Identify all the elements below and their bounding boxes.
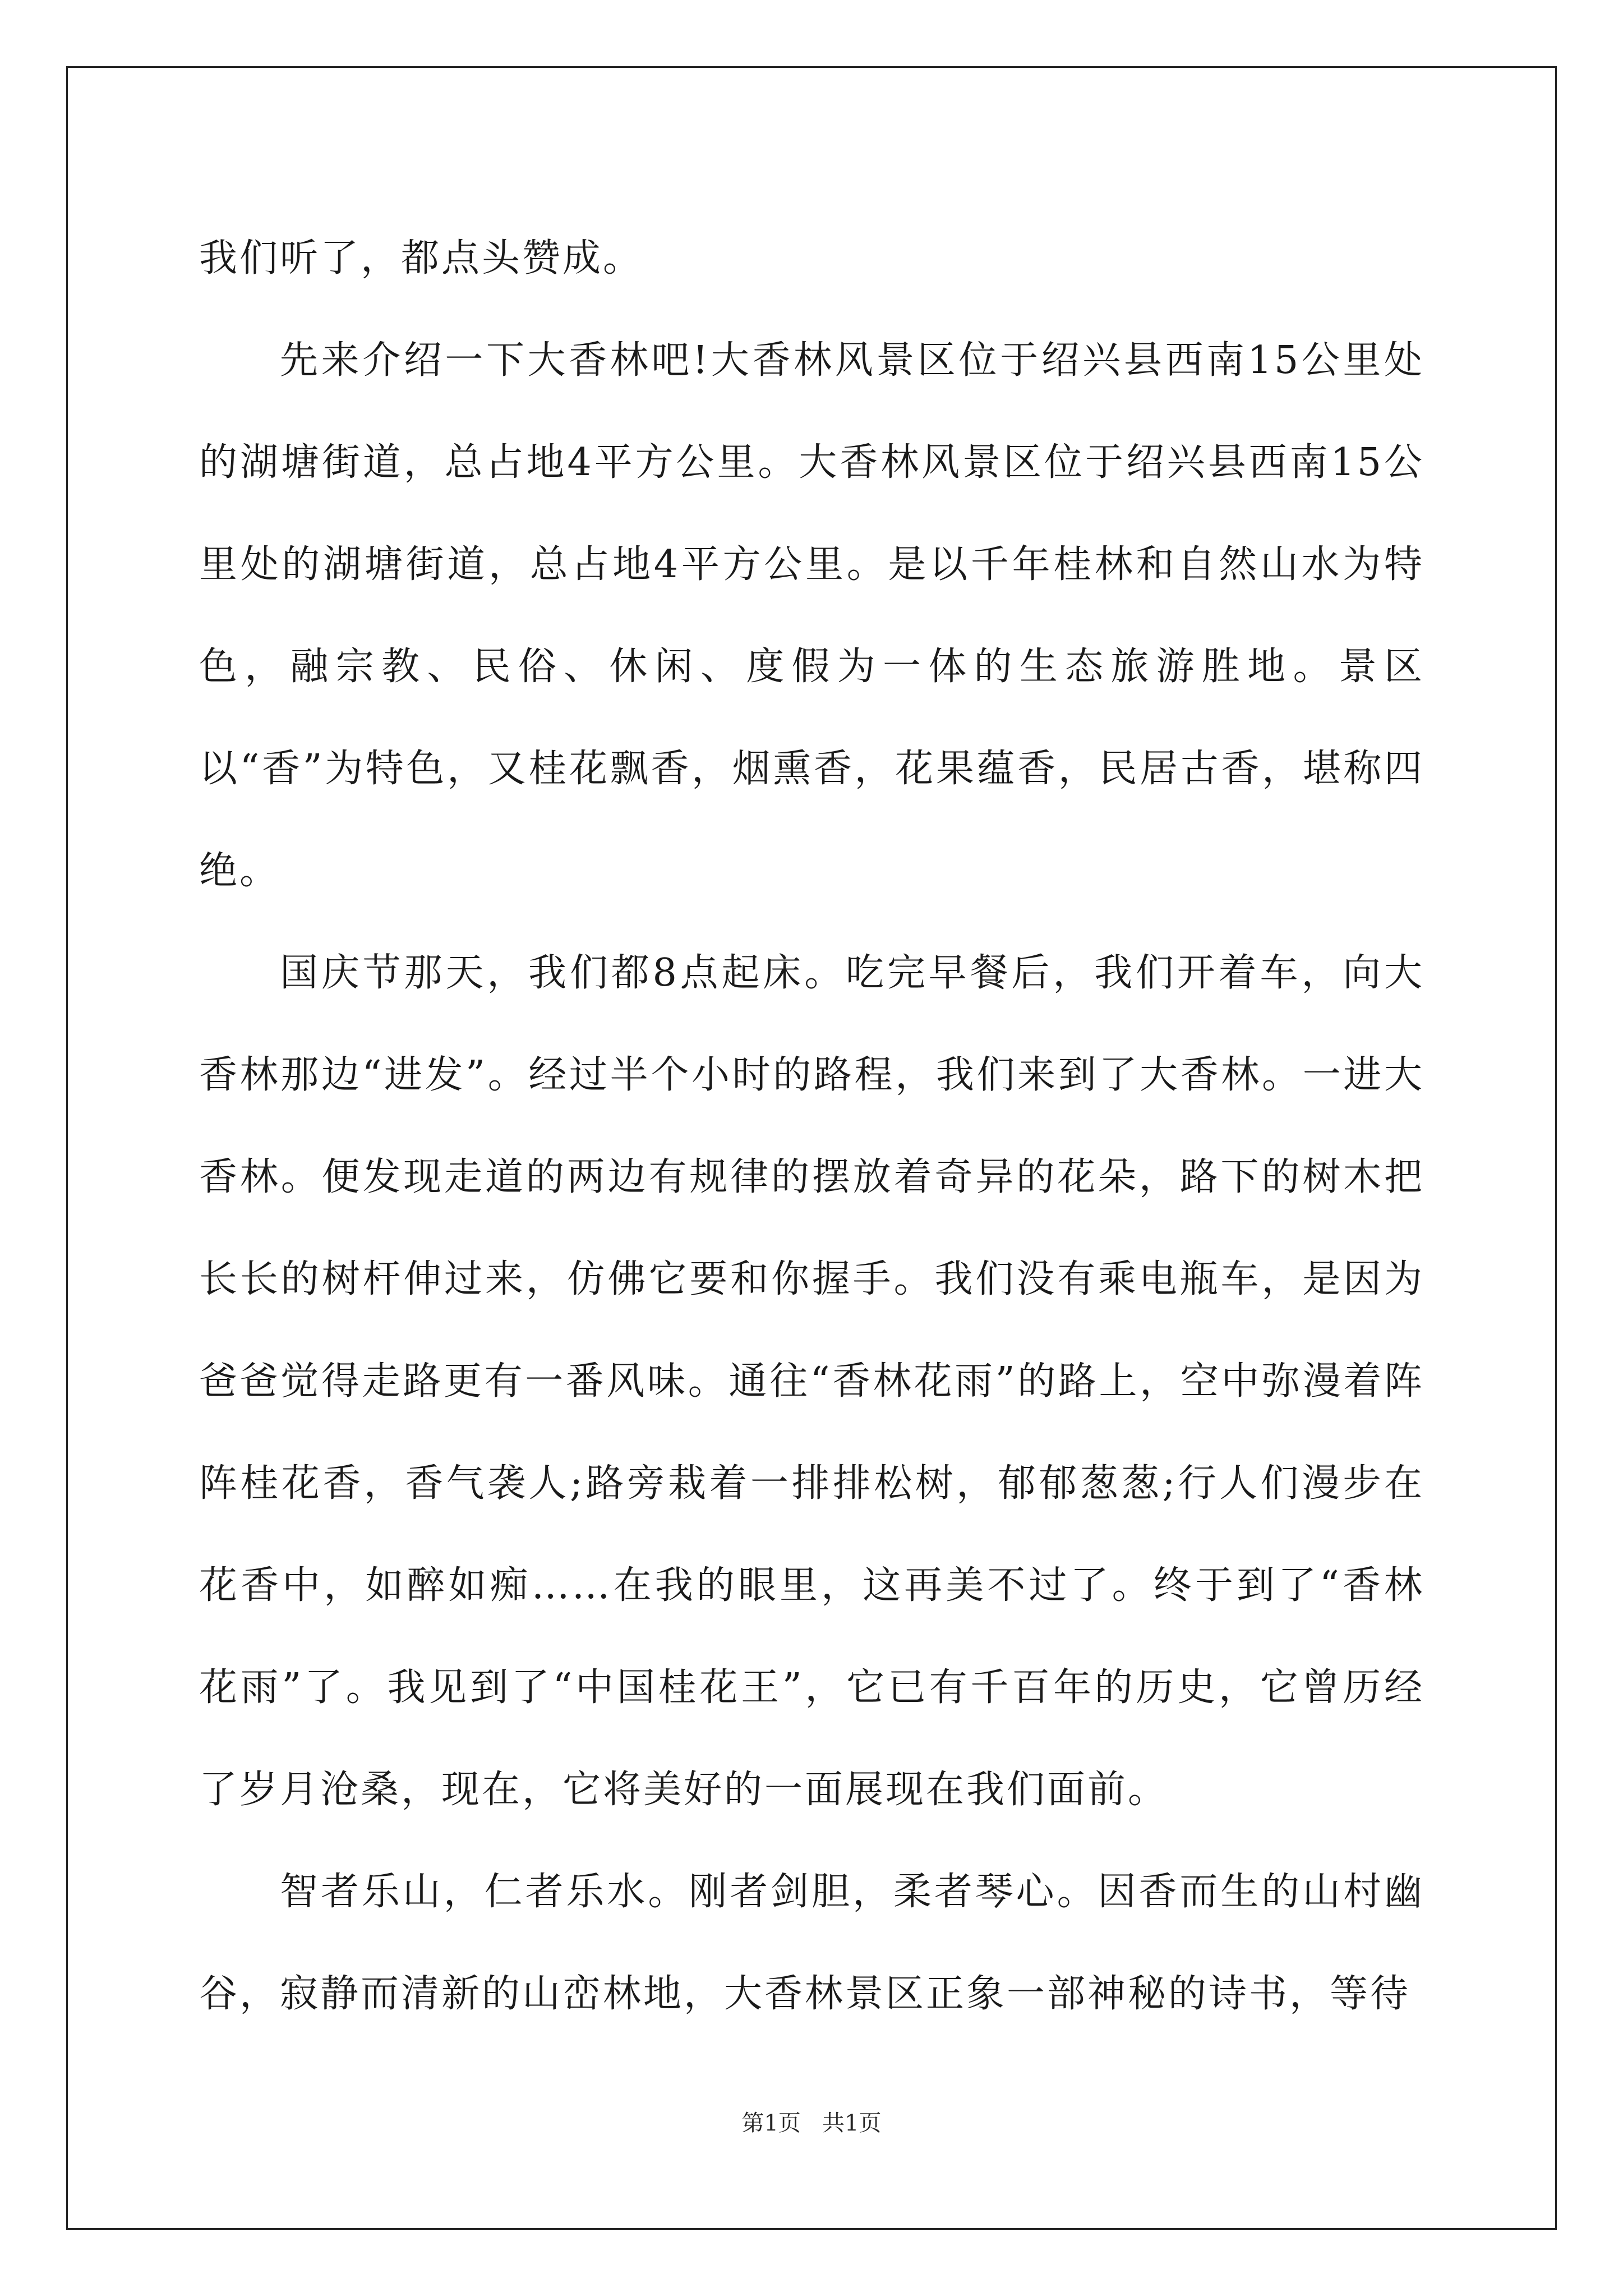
paragraph-4: 智者乐山，仁者乐水。刚者剑胆，柔者琴心。因香而生的山村幽谷，寂静而清新的山峦林地，大香林景区正象一部神秘的诗书，等待	[199, 1870, 1424, 2016]
document-body	[199, 208, 1424, 2045]
paragraph-1: 我们听了，都点头赞成。	[199, 236, 644, 280]
paragraph-2: 先来介绍一下大香林吧!大香林风景区位于绍兴县西南15公里处的湖塘街道，总占地4平方公里。大香林风景区位于绍兴县西南15公里处的湖塘街道，总占地4平方公里。是以千年桂林和自然山水为特色，融宗教、民俗、休闲、度假为一体的生态旅游胜地。景区以“香”为特色，又桂花飘香，烟熏香，花果蕴香，民居古香，堪称四绝。	[199, 338, 1424, 893]
paragraph-3: 国庆节那天，我们都8点起床。吃完早餐后，我们开着车，向大香林那边“进发”。经过半个小时的路程，我们来到了大香林。一进大香林。便发现走道的两边有规律的摆放着奇异的花朵，路下的树木把长长的树杆伸过来，仿佛它要和你握手。我们没有乘电瓶车，是因为爸爸觉得走路更有一番风味。通往“香林花雨”的路上，空中弥漫着阵阵桂花香，香气袭人;路旁栽着一排排松树，郁郁葱葱;行人们漫步在花香中，如醉如痴……在我的眼里，这再美不过了。终于到了“香林花雨”了。我见到了“中国桂花王”，它已有千百年的历史，它曾历经了岁月沧桑，现在，它将美好的一面展现在我们面前。	[199, 951, 1425, 1812]
page-footer: 第1页 共1页	[741, 2110, 882, 2136]
